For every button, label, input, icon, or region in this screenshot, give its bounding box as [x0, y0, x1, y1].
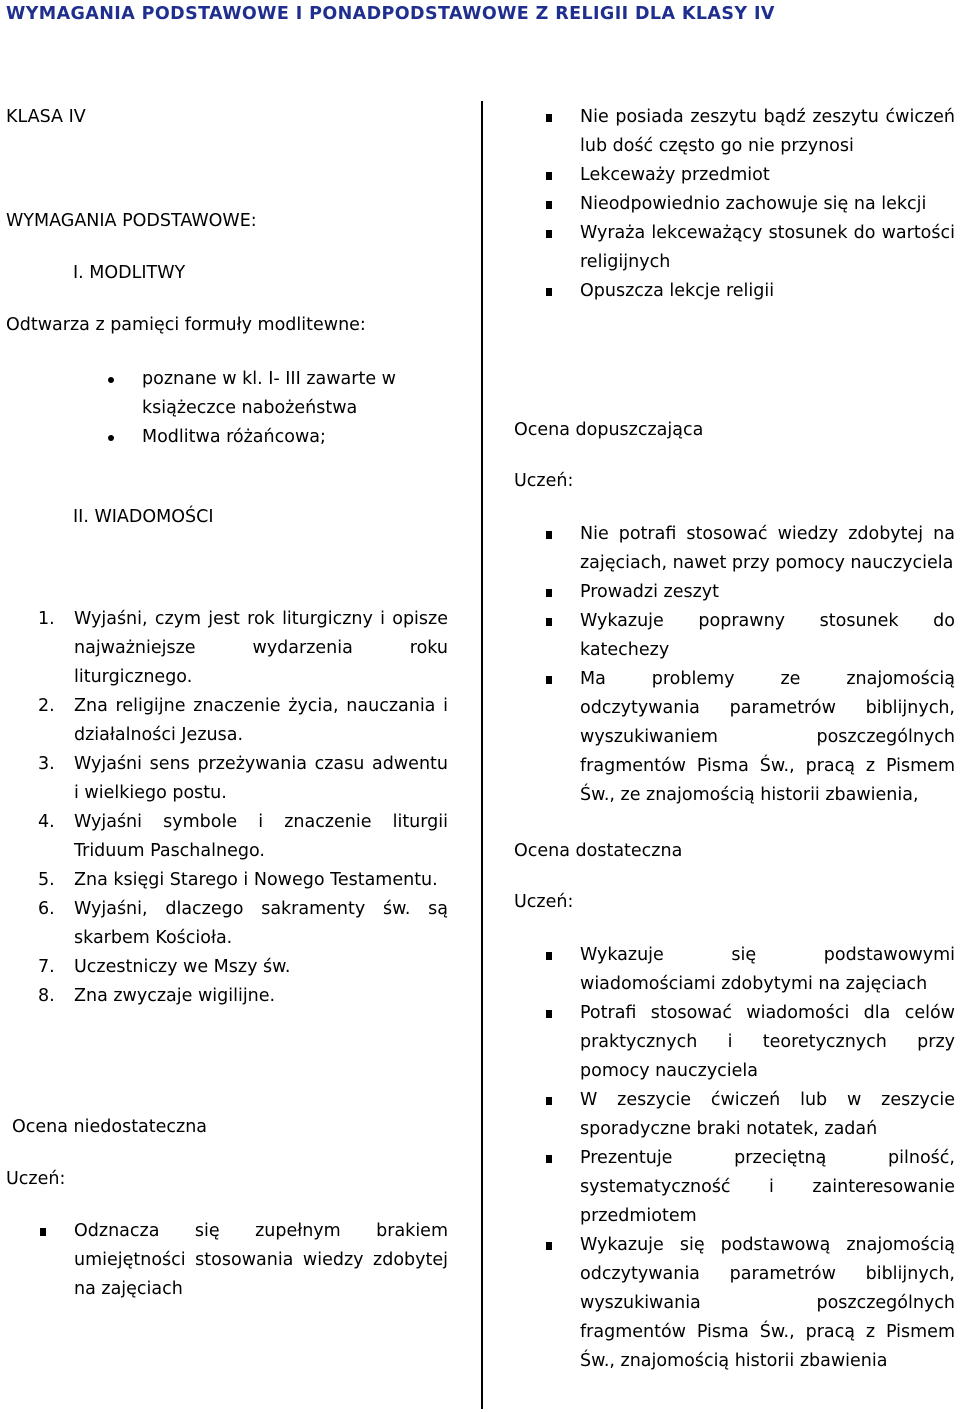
list-item: Opuszcza lekcje religii [512, 277, 955, 306]
list-item: Odznacza się zupełnym brakiem umiejętności stosowania wiedzy zdobytej na zajęciach [6, 1217, 448, 1304]
prayers-intro: Odtwarza z pamięci formuły modlitewne: [6, 315, 366, 335]
list-item: 4. Wyjaśni symbole i znaczenie liturgii Triduum Paschalnego. [38, 812, 448, 861]
insufficient-list [6, 1217, 448, 1304]
requirements-heading: WYMAGANIA PODSTAWOWE: [6, 211, 257, 231]
student-label: Uczeń: [514, 892, 574, 912]
list-item: Wyraża lekceważący stosunek do wartości religijnych [512, 219, 955, 277]
column-divider [481, 101, 483, 1409]
list-item: 7. Uczestniczy we Mszy św. [38, 957, 291, 977]
list-item: poznane w kl. I- III zawarte w książeczce nabożeństwa [108, 365, 448, 423]
list-item: Wykazuje się podstawowymi wiadomościami zdobytymi na zajęciach [512, 941, 955, 999]
list-item: 2. Zna religijne znaczenie życia, nauczania i działalności Jezusa. [38, 696, 448, 745]
sufficient-list [512, 941, 955, 1376]
section-prayers-title: I. MODLITWY [73, 263, 186, 283]
list-item: Nieodpowiednio zachowuje się na lekcji [512, 190, 955, 219]
list-item: Potrafi stosować wiadomości dla celów praktycznych i teoretycznych przy pomocy nauczyciela [512, 999, 955, 1086]
grade-passing-heading: Ocena dopuszczająca [514, 420, 704, 440]
list-item: 1. Wyjaśni, czym jest rok liturgiczny i opisze najważniejsze wydarzenia roku liturgicznego. [38, 609, 448, 687]
list-item: Prowadzi zeszyt [512, 578, 955, 607]
list-item: Lekceważy przedmiot [512, 161, 955, 190]
student-label: Uczeń: [514, 471, 574, 491]
list-item: Wykazuje poprawny stosunek do katechezy [512, 607, 955, 665]
list-item: Nie posiada zeszytu bądź zeszytu ćwiczeń lub dość często go nie przynosi [512, 103, 955, 161]
document-title: WYMAGANIA PODSTAWOWE I PONADPODSTAWOWE Z RELIGII DLA KLASY IV [6, 4, 775, 24]
section-knowledge-title: II. WIADOMOŚCI [73, 507, 214, 527]
grade-insufficient-heading: Ocena niedostateczna [12, 1117, 208, 1137]
list-item: Modlitwa różańcowa; [108, 423, 448, 452]
class-label: KLASA IV [6, 107, 86, 127]
passing-list [512, 520, 955, 810]
grade-sufficient-heading: Ocena dostateczna [514, 841, 683, 861]
list-item: W zeszycie ćwiczeń lub w zeszycie sporadyczne braki notatek, zadań [512, 1086, 955, 1144]
list-item: Prezentuje przeciętną pilność, systematyczność i zainteresowanie przedmiotem [512, 1144, 955, 1231]
list-item: Wykazuje się podstawową znajomością odczytywania parametrów biblijnych, wyszukiwania poszczególnych fragmentów Pisma Św., pracą z Pismem Św., znajomością historii zbawienia [512, 1231, 955, 1376]
insufficient-list-continued [512, 103, 955, 306]
list-item: 5. Zna księgi Starego i Nowego Testamentu. [38, 870, 438, 890]
list-item: 8. Zna zwyczaje wigilijne. [38, 986, 276, 1006]
list-item: Nie potrafi stosować wiedzy zdobytej na zajęciach, nawet przy pomocy nauczyciela [512, 520, 955, 578]
student-label: Uczeń: [6, 1169, 66, 1189]
knowledge-list [38, 605, 448, 1011]
prayer-list [108, 365, 448, 452]
list-item: Ma problemy ze znajomością odczytywania parametrów biblijnych, wyszukiwaniem poszczególnych fragmentów Pisma Św., pracą z Pismem Św., ze znajomością historii zbawienia, [512, 665, 955, 810]
list-item: 6. Wyjaśni, dlaczego sakramenty św. są skarbem Kościoła. [38, 899, 448, 948]
list-item: 3. Wyjaśni sens przeżywania czasu adwentu i wielkiego postu. [38, 754, 448, 803]
